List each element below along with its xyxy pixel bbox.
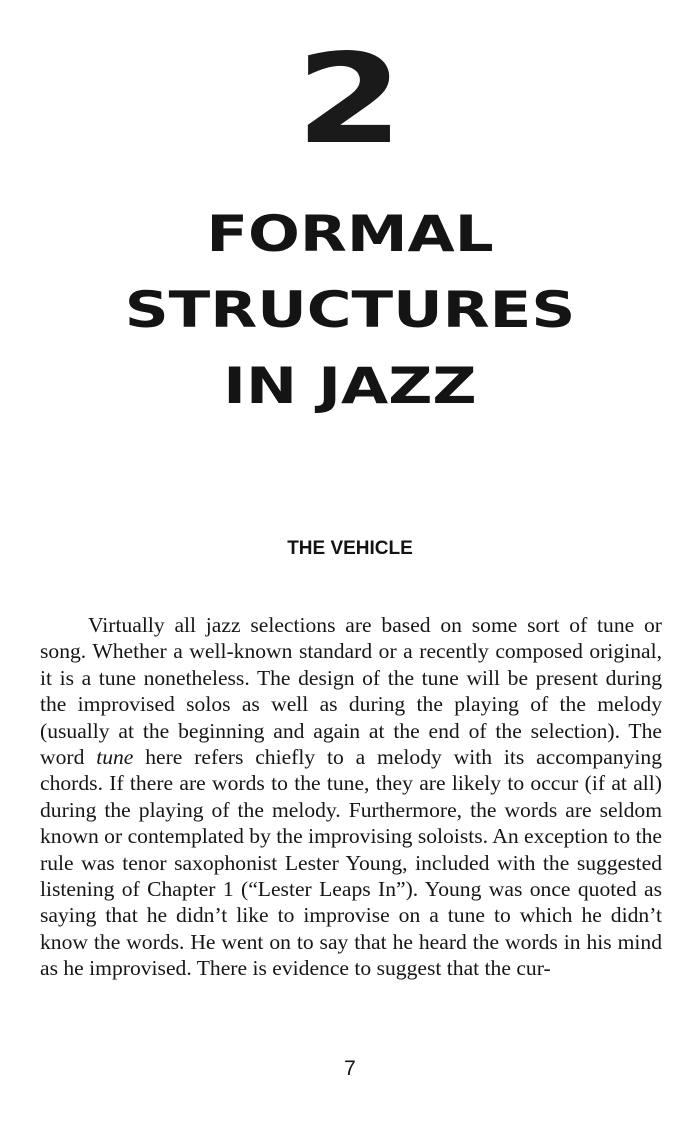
chapter-number: 2 (295, 28, 404, 172)
emphasized-word: tune (96, 745, 134, 770)
body-text-part: Virtually all jazz selections are based on some sort of tune or song. Whether a well-known standard or a recently composed original, it is a tune nonetheless. The design of the tune will be present during the improvised solos as well as during the playing of the melody (usually at the beginning and again at the end of the selection). The word (40, 613, 662, 770)
chapter-title-line: IN JAZZ (223, 357, 477, 415)
body-text-part: here refers chiefly to a melody with its accompanying chords. If there are words to the tune, they are likely to occur (if at all) during the playing of the melody. Furthermore, the words are seldom known or contemplated by the improvising soloists. An exception to the rule was tenor saxophonist Lester Young, included with the suggested listening of Chapter 1 (“Lester Leaps In”). Young was once quoted as saying that he didn’t like to improvise on a tune to which he didn’t know the words. He went on to say that he heard the words in his mind as he improvised. There is evidence to suggest that the cur- (40, 745, 662, 981)
chapter-title-line: FORMAL (206, 205, 494, 263)
page-number: 7 (344, 1057, 356, 1080)
chapter-title-line: STRUCTURES (124, 281, 576, 339)
section-heading: THE VEHICLE (287, 538, 413, 559)
chapter-title (0, 196, 700, 424)
body-paragraph (40, 612, 662, 982)
